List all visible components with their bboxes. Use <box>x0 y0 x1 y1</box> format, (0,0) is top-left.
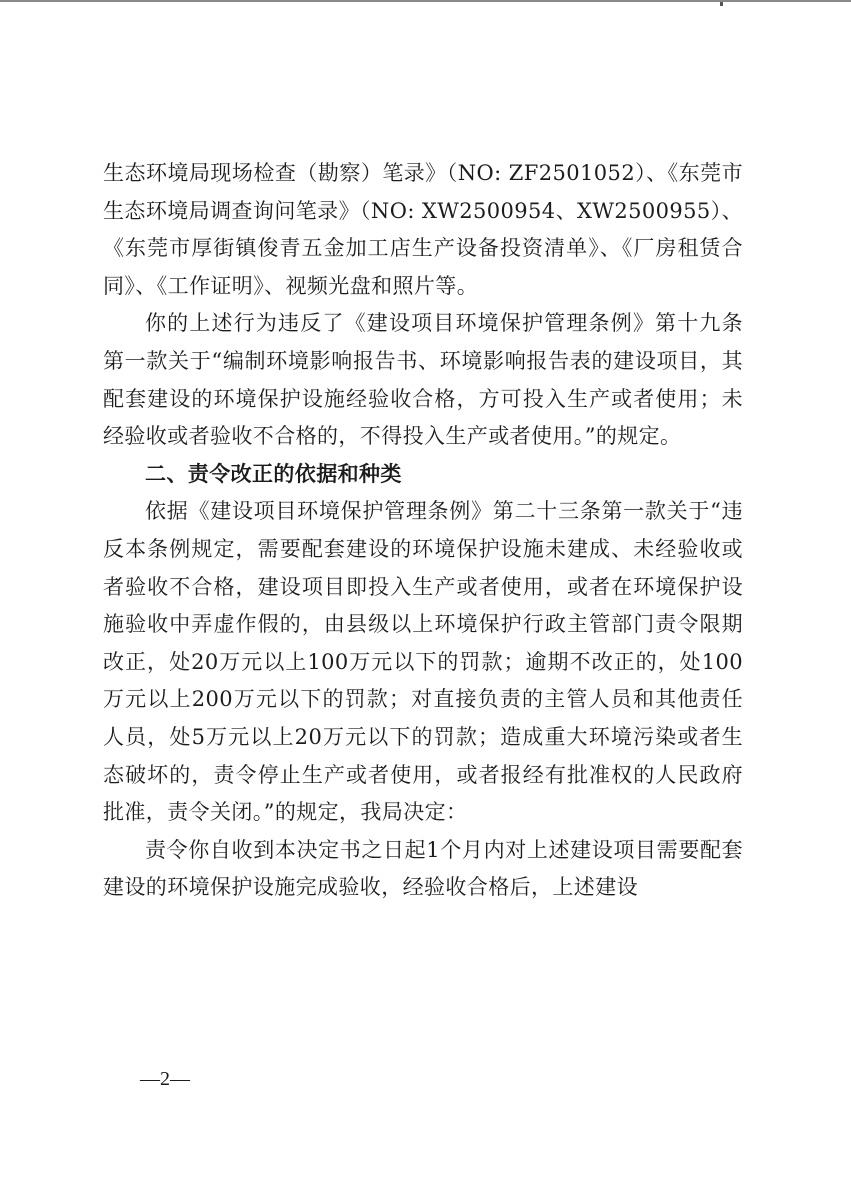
evidence-list-paragraph: 生态环境局现场检查（勘察）笔录》（NO: ZF2501052）、《东莞市生态环境局调查询问笔录》（NO: XW2500954、XW2500955）、《东莞市厚街镇俊青五金加工店生产设备投资清单》、《厂房租赁合同》、《工作证明》、视频光盘和照片等。 <box>103 161 743 298</box>
legal-basis-paragraph: 依据《建设项目环境保护管理条例》第二十三条第一款关于“违反本条例规定，需要配套建设的环境保护设施未建成、未经验收或者验收不合格，建设项目即投入生产或者使用，或者在环境保护设施验收中弄虚作假的，由县级以上环境保护行政主管部门责令限期改正，处20万元以上100万元以下的罚款；逾期不改正的，处100万元以上200万元以下的罚款；对直接负责的主管人员和其他责任人员，处5万元以上20万元以下的罚款；造成重大环境污染或者生态破坏的，责令停止生产或者使用，或者报经有批准权的人民政府批准，责令关闭。”的规定，我局决定： <box>103 499 743 825</box>
violation-paragraph: 你的上述行为违反了《建设项目环境保护管理条例》第十九条第一款关于“编制环境影响报告书、环境影响报告表的建设项目，其配套建设的环境保护设施经验收合格，方可投入生产或者使用；未经验收或者验收不合格的，不得投入生产或者使用。”的规定。 <box>103 311 743 449</box>
page-number: —2— <box>140 1068 190 1090</box>
document-body <box>103 155 743 907</box>
scan-mark <box>720 2 723 6</box>
section-heading: 二、责令改正的依据和种类 <box>145 461 402 486</box>
correction-order-paragraph: 责令你自收到本决定书之日起1个月内对上述建设项目需要配套建设的环境保护设施完成验收，经验收合格后，上述建设 <box>103 837 743 900</box>
top-border-line <box>0 0 851 2</box>
